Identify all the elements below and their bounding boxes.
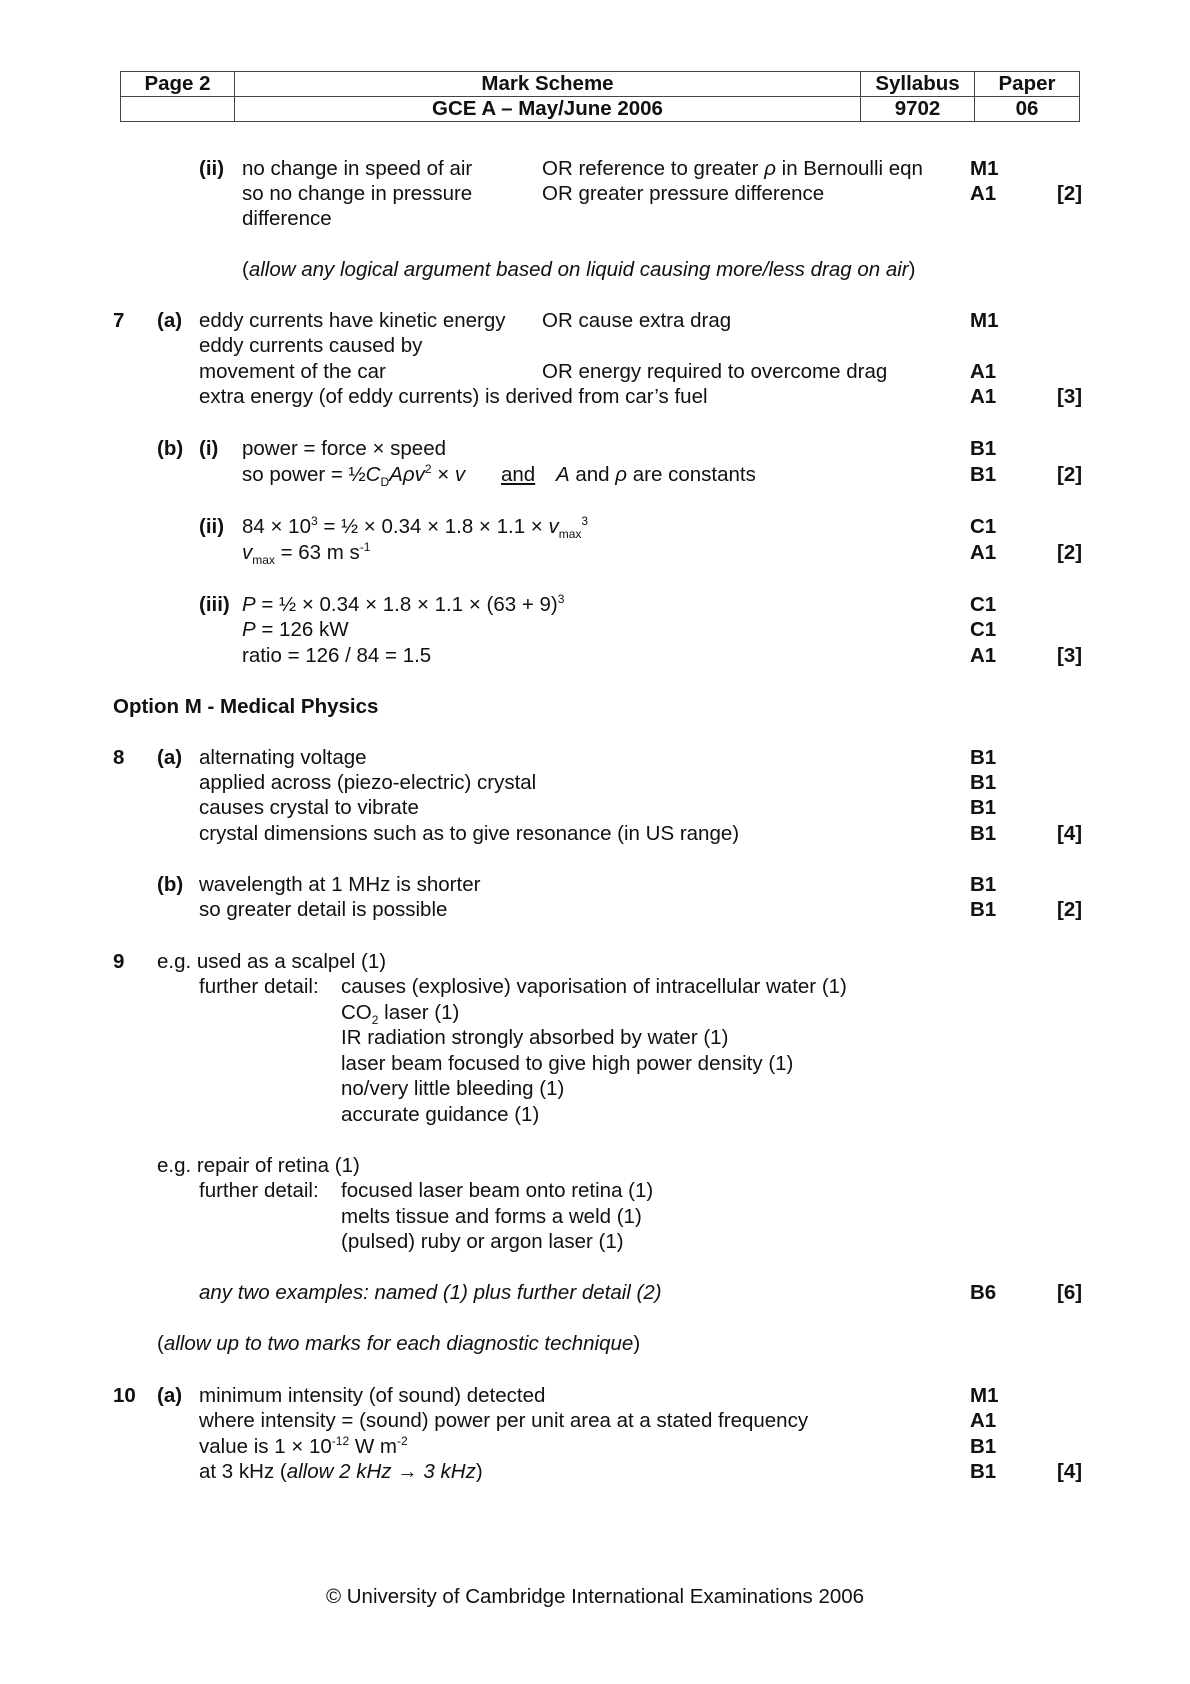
text: = ½ × 0.34 × 1.8 × 1.1 × [317, 515, 549, 538]
alt-text: in Bernoulli eqn [775, 157, 923, 180]
text: ) [475, 1460, 483, 1483]
text: power = force [242, 437, 373, 460]
mark: M1 [970, 309, 999, 332]
subscript: max [252, 553, 275, 568]
page-number: Page 2 [121, 72, 235, 97]
subpart-label: (iii) [199, 593, 230, 616]
answer-line-formula [242, 592, 565, 616]
header-empty-cell [121, 97, 235, 122]
rho-symbol: ρ [615, 463, 628, 486]
detail-line: causes (explosive) vaporisation of intracellular water (1) [341, 975, 847, 998]
example-heading: e.g. used as a scalpel (1) [157, 950, 387, 973]
q6ii-line: so no change in pressure [242, 182, 473, 205]
superscript: 3 [581, 514, 589, 529]
text: so power = ½ [242, 463, 366, 486]
mark: A1 [970, 385, 997, 408]
symbol: v [414, 463, 425, 486]
question-number: 9 [113, 950, 125, 973]
question-number: 8 [113, 746, 125, 769]
answer-line [242, 439, 446, 460]
exam-session: GCE A – May/June 2006 [235, 97, 861, 122]
allowance-note [157, 1334, 640, 1355]
mark: B1 [970, 822, 997, 845]
answer-line: eddy currents caused by [199, 334, 423, 357]
syllabus-code: 9702 [861, 97, 975, 122]
total-mark: [3] [1057, 644, 1083, 667]
answer-line: minimum intensity (of sound) detected [199, 1384, 546, 1407]
mark: B1 [970, 796, 997, 819]
section-heading: Option M - Medical Physics [113, 695, 379, 718]
text: W m [349, 1435, 397, 1458]
answer-line: wavelength at 1 MHz is shorter [199, 873, 481, 896]
question-number: 10 [113, 1384, 136, 1407]
allowance-text: allow 2 kHz → 3 kHz [286, 1460, 476, 1483]
allowance-text: allow up to two marks for each diagnostic technique [163, 1332, 634, 1355]
mark: B1 [970, 1460, 997, 1483]
question-number: 7 [113, 309, 125, 332]
detail-line: focused laser beam onto retina (1) [341, 1179, 654, 1202]
symbol: A [556, 463, 570, 486]
q6ii-alternative [542, 159, 923, 180]
allowance-note [242, 260, 915, 281]
superscript: 3 [310, 514, 318, 529]
mark: B1 [970, 1435, 997, 1458]
subscript: D [380, 475, 390, 490]
answer-line: applied across (piezo-electric) crystal [199, 771, 537, 794]
paren: ) [908, 258, 916, 281]
text: at 3 kHz ( [199, 1460, 287, 1483]
mark: B1 [970, 463, 997, 486]
total-mark: [4] [1057, 822, 1083, 845]
total-mark: [3] [1057, 385, 1083, 408]
text: = 126 kW [255, 618, 349, 641]
copyright-footer: © University of Cambridge International Examinations 2006 [325, 1585, 865, 1608]
header-table [120, 71, 1080, 122]
text: are constants [627, 463, 756, 486]
subscript: 2 [371, 1013, 379, 1028]
allowance-text: allow any logical argument based on liquid causing more/less drag on air [248, 258, 909, 281]
total-mark: [2] [1057, 541, 1083, 564]
answer-line: movement of the car [199, 360, 386, 383]
paren: ( [242, 258, 249, 281]
total-mark: [2] [1057, 463, 1083, 486]
detail-line: no/very little bleeding (1) [341, 1077, 565, 1100]
document-title: Mark Scheme [235, 72, 861, 97]
answer-line-formula [242, 540, 371, 568]
rho-symbol: ρ [402, 463, 415, 486]
detail-line: (pulsed) ruby or argon laser (1) [341, 1230, 624, 1253]
text: value is 1 × 10 [199, 1435, 332, 1458]
symbol: P [242, 618, 256, 641]
answer-line: ratio = 126 / 84 = 1.5 [242, 644, 432, 667]
answer-line: where intensity = (sound) power per unit area at a stated frequency [199, 1409, 809, 1432]
subscript: max [558, 527, 582, 542]
answer-line [242, 620, 349, 641]
symbol: v [454, 463, 466, 486]
answer-line [199, 1462, 483, 1483]
answer-alternative: OR cause extra drag [542, 309, 732, 332]
paper-number: 06 [975, 97, 1080, 122]
times-symbol: × [372, 437, 385, 460]
times-symbol: × [431, 463, 455, 486]
part-label: (a) [157, 309, 183, 332]
alt-text: OR reference to greater [542, 157, 765, 180]
example-heading: e.g. repair of retina (1) [157, 1154, 360, 1177]
mark: B1 [970, 898, 997, 921]
part-label: (b) [157, 437, 184, 460]
mark: B1 [970, 771, 997, 794]
detail-line: IR radiation strongly absorbed by water (1) [341, 1026, 729, 1049]
part-label: (b) [157, 873, 184, 896]
answer-line-constants [556, 465, 756, 486]
q6-part-ii-label: (ii) [199, 157, 225, 180]
paren: ( [157, 1332, 164, 1355]
symbol: P [242, 593, 256, 616]
marking-summary: any two examples: named (1) plus further detail (2) [199, 1281, 662, 1304]
answer-line: causes crystal to vibrate [199, 796, 419, 819]
mark: A1 [970, 1409, 997, 1432]
mark: C1 [970, 515, 997, 538]
text: laser (1) [378, 1001, 460, 1024]
answer-line: alternating voltage [199, 746, 367, 769]
mark: B1 [970, 746, 997, 769]
symbol: v [242, 541, 253, 564]
text: 84 × 10 [242, 515, 311, 538]
text: speed [384, 437, 447, 460]
detail-line: accurate guidance (1) [341, 1103, 540, 1126]
symbol: C [365, 463, 381, 486]
mark: M1 [970, 157, 999, 180]
mark: C1 [970, 618, 997, 641]
q6ii-alternative: OR greater pressure difference [542, 182, 825, 205]
answer-line: extra energy (of eddy currents) is derived from car’s fuel [199, 385, 708, 408]
text: = 63 m s [274, 541, 360, 564]
subpart-label: (i) [199, 437, 219, 460]
subpart-label: (ii) [199, 515, 225, 538]
mark: B1 [970, 873, 997, 896]
total-mark: [4] [1057, 1460, 1083, 1483]
mark: C1 [970, 593, 997, 616]
superscript: -1 [359, 540, 371, 555]
total-mark: [2] [1057, 898, 1083, 921]
text: and [569, 463, 616, 486]
symbol: v [548, 515, 559, 538]
answer-alternative: OR energy required to overcome drag [542, 360, 888, 383]
detail-line [341, 1001, 460, 1028]
mark: A1 [970, 360, 997, 383]
paper-label: Paper [975, 72, 1080, 97]
symbol: A [389, 463, 403, 486]
superscript: 2 [424, 462, 432, 477]
answer-line-formula [242, 514, 589, 542]
mark: A1 [970, 182, 997, 205]
mark: A1 [970, 644, 997, 667]
superscript: 3 [557, 592, 565, 607]
further-detail-label: further detail: [199, 1179, 319, 1202]
detail-line: laser beam focused to give high power density (1) [341, 1052, 794, 1075]
part-label: (a) [157, 1384, 183, 1407]
further-detail-label: further detail: [199, 975, 319, 998]
answer-line: crystal dimensions such as to give resonance (in US range) [199, 822, 740, 845]
mark: B6 [970, 1281, 997, 1304]
superscript: -2 [396, 1434, 408, 1449]
part-label: (a) [157, 746, 183, 769]
text: CO [341, 1001, 372, 1024]
answer-line [199, 1434, 408, 1458]
superscript: -12 [331, 1434, 350, 1449]
paren: ) [633, 1332, 641, 1355]
total-mark: [6] [1057, 1281, 1083, 1304]
q6ii-line: no change in speed of air [242, 157, 473, 180]
rho-symbol: ρ [764, 157, 776, 180]
text: = ½ × 0.34 × 1.8 × 1.1 × (63 + 9) [255, 593, 558, 616]
mark: A1 [970, 541, 997, 564]
detail-line: melts tissue and forms a weld (1) [341, 1205, 642, 1228]
mark: M1 [970, 1384, 999, 1407]
answer-line: so greater detail is possible [199, 898, 448, 921]
and-keyword: and [501, 463, 536, 486]
mark: B1 [970, 437, 997, 460]
q6ii-line: difference [242, 207, 332, 230]
answer-line: eddy currents have kinetic energy [199, 309, 506, 332]
total-mark: [2] [1057, 182, 1083, 205]
answer-line-formula [242, 462, 466, 490]
syllabus-label: Syllabus [861, 72, 975, 97]
